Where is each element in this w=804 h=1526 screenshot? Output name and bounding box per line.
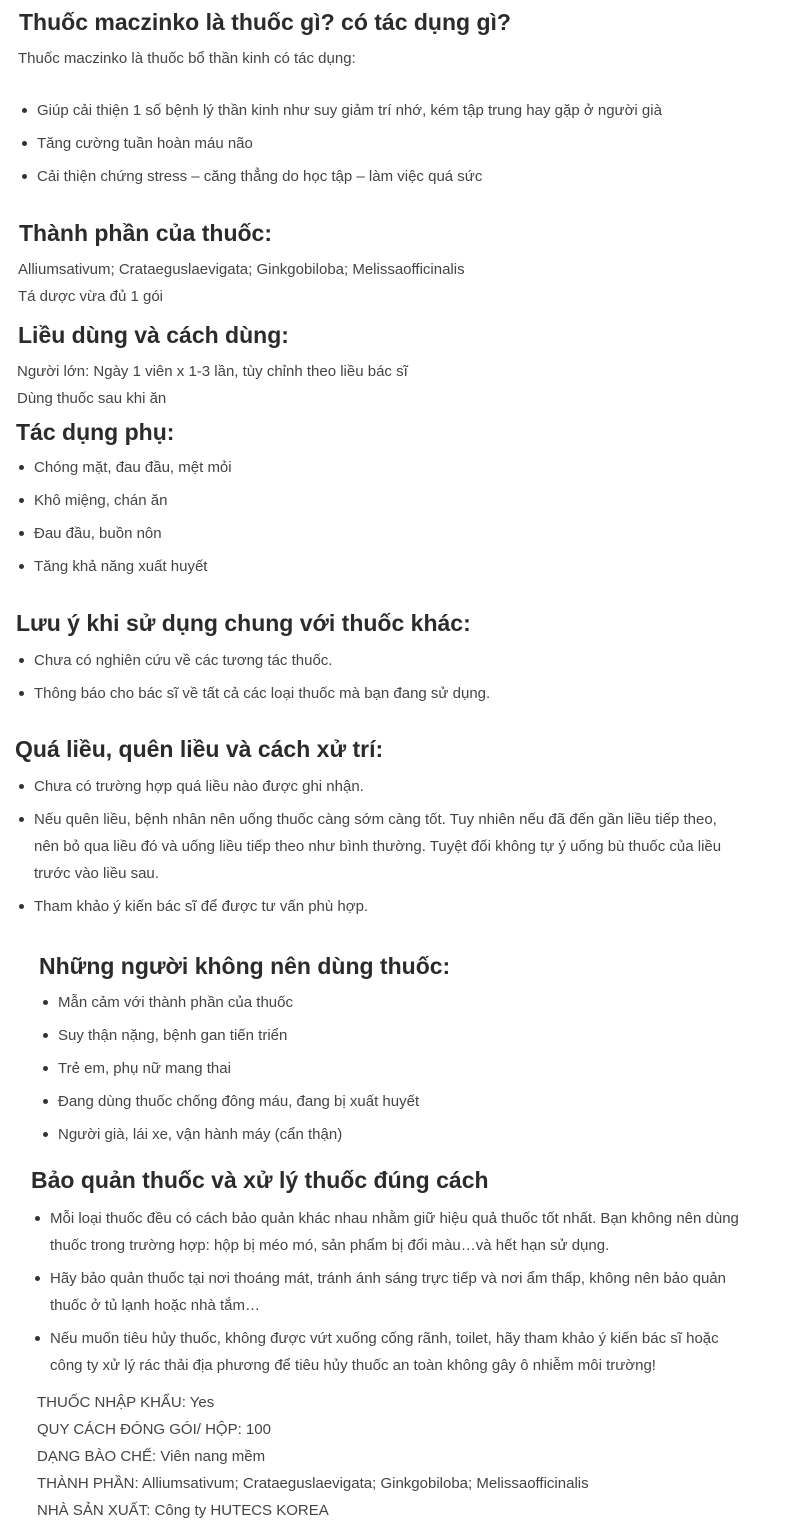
list-item: Tăng cường tuần hoàn máu não bbox=[21, 130, 801, 157]
side-effects-list bbox=[18, 454, 798, 586]
storage-list bbox=[34, 1205, 802, 1385]
product-info-line: QUY CÁCH ĐÓNG GÓI/ HỘP: 100 bbox=[37, 1421, 271, 1438]
overdose-heading: Quá liều, quên liều và cách xử trí: bbox=[15, 736, 384, 762]
list-item: Hãy bảo quản thuốc tại nơi thoáng mát, tránh ánh sáng trực tiếp và nơi ẩm thấp, không nên bảo quản thuốc ở tủ lạnh hoặc nhà tắm… bbox=[34, 1265, 802, 1319]
list-item: Cải thiện chứng stress – căng thẳng do học tập – làm việc quá sức bbox=[21, 163, 801, 190]
list-item: Nếu quên liều, bệnh nhân nên uống thuốc càng sớm càng tốt. Tuy nhiên nếu đã đến gần liều tiếp theo, nên bỏ qua liều đó và uống liều tiếp theo như bình thường. Tuyệt đối không tự ý uống bù thuốc của liều trước vào liều sau. bbox=[18, 806, 798, 887]
ingredients-heading: Thành phần của thuốc: bbox=[19, 220, 272, 246]
product-info-line: NHÀ SẢN XUẤT: Công ty HUTECS KOREA bbox=[37, 1502, 329, 1519]
list-item: Khô miệng, chán ăn bbox=[18, 487, 798, 514]
usage-list bbox=[21, 97, 801, 196]
product-info-line: DẠNG BÀO CHẾ: Viên nang mềm bbox=[37, 1448, 266, 1465]
list-item: Chưa có nghiên cứu về các tương tác thuốc. bbox=[18, 647, 798, 674]
contraindications-heading: Những người không nên dùng thuốc: bbox=[39, 953, 451, 979]
side-effects-heading: Tác dụng phụ: bbox=[16, 419, 175, 445]
ingredients-line: Alliumsativum; Crataeguslaevigata; Ginkgobiloba; Melissaofficinalis bbox=[18, 261, 465, 278]
dosage-heading: Liều dùng và cách dùng: bbox=[18, 322, 289, 348]
ingredients-line: Tá dược vừa đủ 1 gói bbox=[18, 288, 163, 305]
contraindications-list bbox=[42, 989, 782, 1154]
product-info-line: THÀNH PHẦN: Alliumsativum; Crataeguslaevigata; Ginkgobiloba; Melissaofficinalis bbox=[37, 1475, 589, 1492]
list-item: Tăng khả năng xuất huyết bbox=[18, 553, 798, 580]
list-item: Mẫn cảm với thành phần của thuốc bbox=[42, 989, 782, 1016]
list-item: Đau đầu, buồn nôn bbox=[18, 520, 798, 547]
list-item: Chưa có trường hợp quá liều nào được ghi nhận. bbox=[18, 773, 798, 800]
interactions-heading: Lưu ý khi sử dụng chung với thuốc khác: bbox=[16, 610, 471, 636]
overdose-list bbox=[18, 773, 798, 926]
list-item: Đang dùng thuốc chống đông máu, đang bị xuất huyết bbox=[42, 1088, 782, 1115]
usage-heading: Thuốc maczinko là thuốc gì? có tác dụng gì? bbox=[19, 9, 511, 35]
list-item: Suy thận nặng, bệnh gan tiến triển bbox=[42, 1022, 782, 1049]
list-item: Tham khảo ý kiến bác sĩ để được tư vấn phù hợp. bbox=[18, 893, 798, 920]
list-item: Nếu muốn tiêu hủy thuốc, không được vứt xuống cống rãnh, toilet, hãy tham khảo ý kiến bác sĩ hoặc công ty xử lý rác thải địa phương để tiêu hủy thuốc an toàn không gây ô nhiễm môi trường! bbox=[34, 1325, 802, 1379]
list-item: Mỗi loại thuốc đều có cách bảo quản khác nhau nhằm giữ hiệu quả thuốc tốt nhất. Bạn không nên dùng thuốc trong trường hợp: hộp bị méo mó, sản phẩm bị đổi màu…và hết hạn sử dụng. bbox=[34, 1205, 802, 1259]
list-item: Trẻ em, phụ nữ mang thai bbox=[42, 1055, 782, 1082]
product-info-line: THUỐC NHẬP KHẨU: Yes bbox=[37, 1394, 215, 1411]
list-item: Giúp cải thiện 1 số bệnh lý thần kinh như suy giảm trí nhớ, kém tập trung hay gặp ở người già bbox=[21, 97, 801, 124]
storage-heading: Bảo quản thuốc và xử lý thuốc đúng cách bbox=[31, 1167, 489, 1193]
dosage-line: Dùng thuốc sau khi ăn bbox=[17, 390, 167, 407]
list-item: Người già, lái xe, vận hành máy (cẩn thận) bbox=[42, 1121, 782, 1148]
list-item: Thông báo cho bác sĩ về tất cả các loại thuốc mà bạn đang sử dụng. bbox=[18, 680, 798, 707]
interactions-list bbox=[18, 647, 798, 713]
dosage-line: Người lớn: Ngày 1 viên x 1-3 lần, tùy chỉnh theo liều bác sĩ bbox=[17, 363, 408, 380]
list-item: Chóng mặt, đau đầu, mệt mỏi bbox=[18, 454, 798, 481]
usage-intro: Thuốc maczinko là thuốc bổ thần kinh có tác dụng: bbox=[18, 50, 356, 67]
